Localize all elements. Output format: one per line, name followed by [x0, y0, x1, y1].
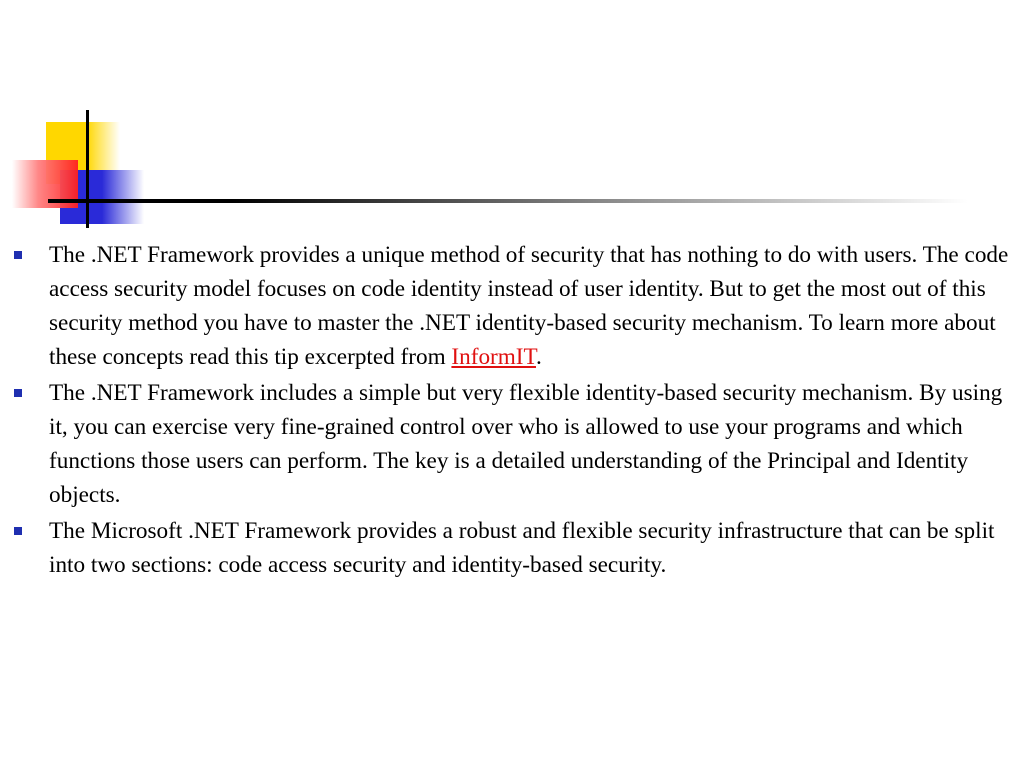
square-bullet-icon [14, 389, 22, 397]
square-bullet-icon [14, 251, 22, 259]
informit-link[interactable]: InformIT [451, 344, 536, 370]
title-decoration [0, 0, 1024, 240]
bullet-item-3 [12, 514, 1016, 582]
bullet-text: The .NET Framework provides a unique method of security that has nothing to do with users. The code access security model focuses on code identity instead of user identity. But to get the most out of this security method you have to master the .NET identity-based security mechanism. To learn more about these concepts read this tip excerpted from [49, 242, 1009, 370]
slide-body [12, 238, 1016, 584]
bullet-item-1 [12, 238, 1016, 374]
square-bullet-icon [14, 527, 22, 535]
vertical-rule [86, 110, 89, 228]
horizontal-rule [48, 199, 968, 203]
bullet-text-end: . [535, 344, 542, 370]
bullet-item-2 [12, 376, 1016, 512]
bullet-text: The Microsoft .NET Framework provides a robust and flexible security infrastructure that can be split into two sections: code access security and identity-based security. [49, 518, 995, 578]
bullet-text: The .NET Framework includes a simple but very flexible identity-based security mechanism. By using it, you can exercise very fine-grained control over who is allowed to use your programs and which functions those users can perform. The key is a detailed understanding of the Principal and Identity objects. [49, 380, 1003, 508]
bullet-list [12, 238, 1016, 582]
